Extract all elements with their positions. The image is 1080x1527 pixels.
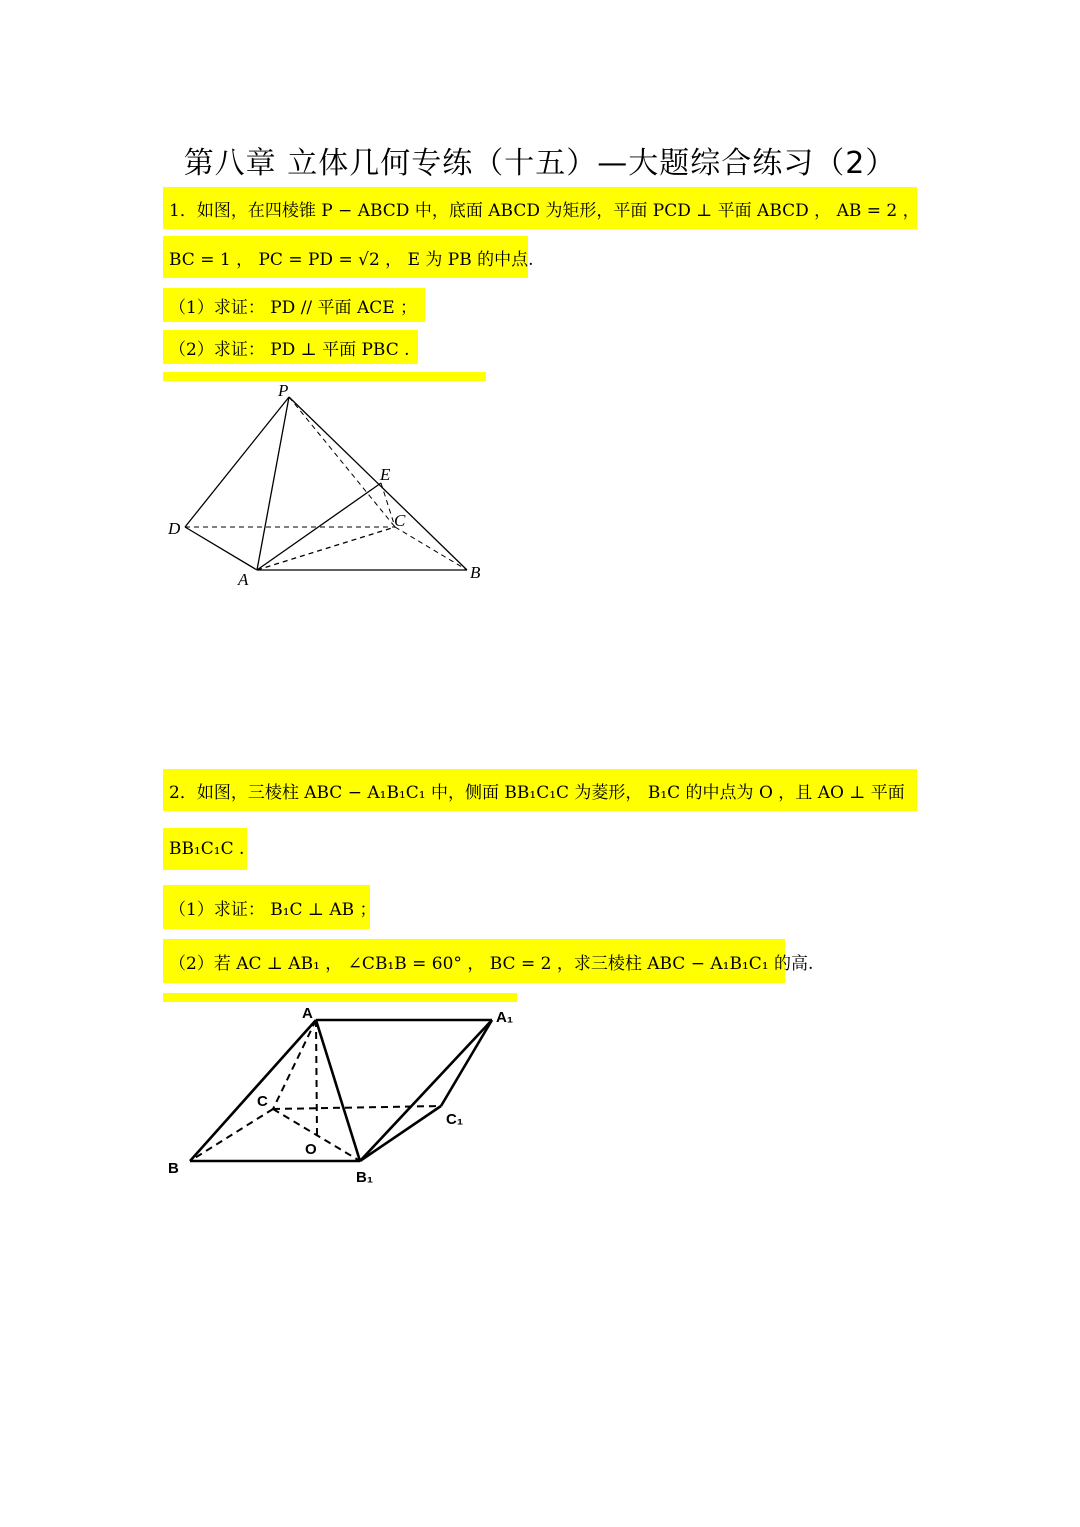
edge-c1-b1 [360, 1106, 441, 1161]
label-b: B [168, 1160, 179, 1177]
edge-cb [395, 527, 467, 570]
edge-pa [257, 397, 289, 570]
edge-pc [289, 397, 395, 527]
problem-2-statement-line-2: BB₁C₁C . [163, 828, 247, 870]
label-d: D [168, 519, 181, 538]
label-a: A [238, 570, 249, 589]
label-e: E [380, 465, 391, 484]
label-b1: B₁ [356, 1169, 374, 1186]
edge-c-b [190, 1109, 273, 1161]
label-c: C [394, 511, 406, 530]
edge-pb [289, 397, 467, 570]
problem-2-statement-line-1: 2．如图，三棱柱 ABC − A₁B₁C₁ 中，侧面 BB₁C₁C 为菱形， B₁C 的中点为 O ，且 AO ⊥ 平面 [163, 769, 917, 811]
label-a: A [302, 1005, 313, 1022]
edge-ac-front [257, 527, 395, 570]
edge-a-c [273, 1020, 316, 1109]
problem-1-statement-line-2: BC = 1 ， PC = PD = √2 ， E 为 PB 的中点. [163, 236, 528, 278]
edge-ec [381, 483, 395, 527]
edge-da [185, 527, 257, 570]
edge-a-b [190, 1020, 316, 1161]
label-a1: A₁ [496, 1009, 514, 1026]
edge-c-c1 [273, 1106, 441, 1109]
problem-1-statement-line-1: 1．如图，在四棱锥 P − ABCD 中，底面 ABCD 为矩形，平面 PCD ⊥ 平面 ABCD ， AB = 2 ， [163, 187, 917, 229]
problem-1-question-1: （1）求证： PD // 平面 ACE ； [163, 288, 425, 322]
edge-a1-b1 [360, 1020, 492, 1161]
edge-a-o [316, 1020, 317, 1135]
problem-2-question-1: （1）求证： B₁C ⊥ AB ； [163, 885, 370, 929]
label-c1: C₁ [446, 1111, 464, 1128]
problem-1-question-2: （2）求证： PD ⊥ 平面 PBC . [163, 330, 418, 364]
page-title: 第八章 立体几何专练（十五）—大题综合练习（2） [183, 146, 897, 181]
label-o: O [305, 1141, 317, 1158]
edge-a1-c1 [441, 1020, 492, 1106]
pyramid-figure [160, 380, 490, 590]
label-c: C [257, 1093, 268, 1110]
prism-figure [160, 1000, 520, 1190]
edge-pd [185, 397, 289, 527]
edge-a-b1 [316, 1020, 360, 1161]
label-b: B [470, 563, 481, 582]
problem-2-question-2: （2）若 AC ⊥ AB₁ ， ∠CB₁B = 60° ， BC = 2 ，求三棱柱 ABC − A₁B₁C₁ 的高. [163, 939, 785, 983]
label-p: P [278, 381, 289, 400]
